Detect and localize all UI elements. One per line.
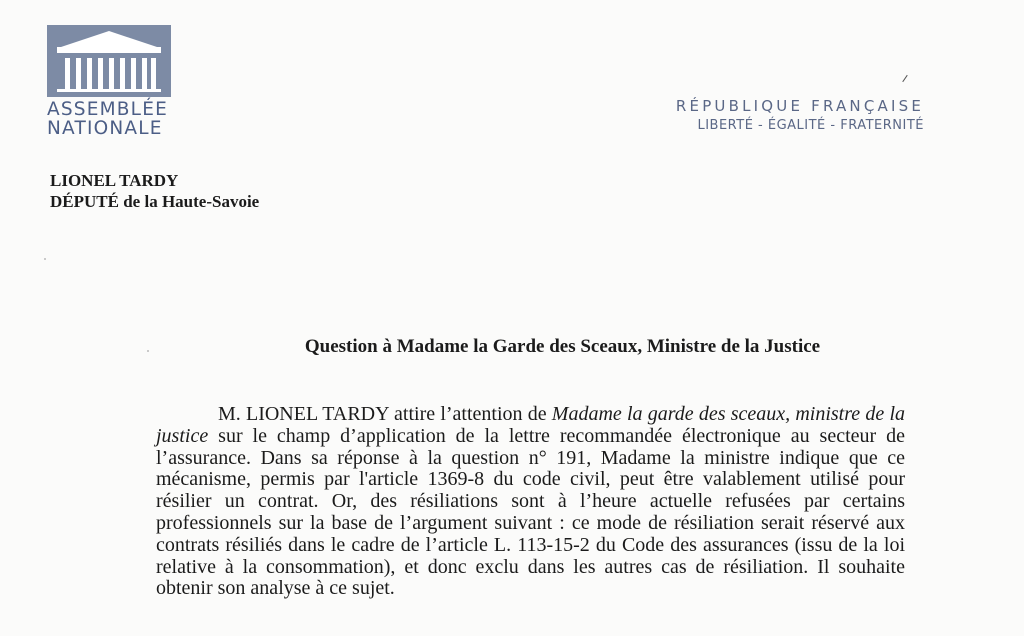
republique-francaise-heading bbox=[676, 96, 924, 136]
logo-line-2: NATIONALE bbox=[47, 118, 163, 139]
pen-mark bbox=[902, 75, 907, 82]
question-body bbox=[156, 404, 905, 600]
scan-speck bbox=[44, 258, 46, 260]
body-addressee: Madame la garde des sceaux, ministre de la justice bbox=[156, 403, 905, 447]
logo-text bbox=[47, 100, 173, 138]
body-lead: M. LIONEL TARDY attire l’attention de bbox=[218, 403, 552, 425]
body-text: sur le champ d’application de la lettre recommandée électronique au secteur de l’assurance. Dans sa réponse à la question n° 191, Madame la ministre indique que ce mécanisme, permis par l'article 1369-8 du code civil, peut être valablement utilisé pour résilier un contrat. Or, des résiliations sont à l’heure actuelle refusées par certains professionnels sur la base de l’argument suivant : ce mode de résiliation serait réservé aux contrats résiliés dans le cadre de l’article L. 113-15-2 du Code des assurances (issu de la loi relative à la consommation), et donc exclu dans les autres cas de résiliation. Il souhaite obtenir son analyse à ce sujet. bbox=[156, 424, 905, 600]
assemblee-nationale-logo bbox=[47, 25, 173, 138]
author-title bbox=[50, 191, 259, 212]
logo-line-1: ASSEMBLÉE bbox=[47, 99, 168, 120]
republic-line-1: RÉPUBLIQUE FRANÇAISE bbox=[675, 97, 924, 115]
question-subject: Question à Madame la Garde des Sceaux, Ministre de la Justice bbox=[304, 336, 821, 357]
author-block bbox=[50, 170, 259, 212]
scan-speck bbox=[147, 350, 149, 352]
author-name: LIONEL TARDY bbox=[50, 171, 179, 190]
author-title-bold: DÉPUTÉ bbox=[50, 192, 119, 211]
hemicycle-building-icon bbox=[47, 25, 171, 97]
republic-motto: LIBERTÉ - ÉGALITÉ - FRATERNITÉ bbox=[697, 118, 924, 133]
author-title-rest: de la Haute-Savoie bbox=[118, 192, 260, 211]
